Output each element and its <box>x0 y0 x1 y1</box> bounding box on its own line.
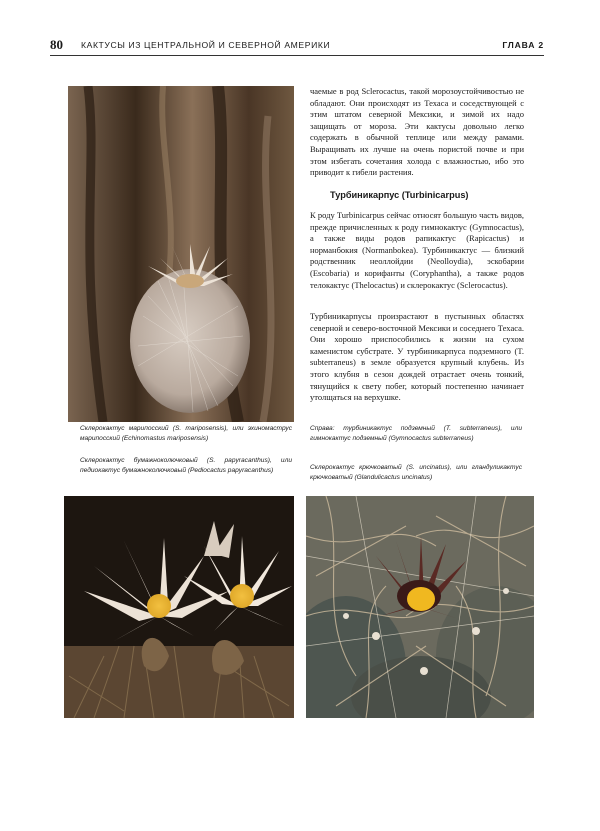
page-header <box>50 36 544 54</box>
caption-mariposensis: Склерокактус марипосский (S. mariposensis), или эхиномаструс марипосский (Echinomastus mariposensis) <box>80 425 292 442</box>
uncinatus-flower-photo <box>306 496 534 718</box>
caption-papyracanthus: Склерокактус бумажноколючковый (S. papyracanthus), или педиокактус бумажноколючковый (Pediocactus papyracanthus) <box>80 457 292 474</box>
running-title: КАКТУСЫ ИЗ ЦЕНТРАЛЬНОЙ И СЕВЕРНОЙ АМЕРИКИ <box>81 40 331 50</box>
page-number: 80 <box>50 37 63 52</box>
section-heading: Турбиникарпус (Turbinicarpus) <box>330 190 469 200</box>
caption-uncinatus: Склерокактус крючковатый (S. uncinatus), или гландуликактус крючковатый (Glandulicactus uncinatus) <box>310 464 522 481</box>
body-paragraph-3: Турбиникарпусы произрастают в пустынных областях северной и северо-восточной Мексики и соседнего Техаса. Они хорошо приспособились к жизни на сухом каменистом субстрате. У турбиникарпуса подземного (T. subterraneus) в земле образуется крупный клубень. Из этого клубня в сезон дождей отрастает очень тонкий, тянущийся к свету побег, который постепенно начинает утолщаться на верхушке. <box>310 311 524 403</box>
mariposensis-cactus-photo <box>68 86 294 422</box>
chapter-label: ГЛАВА 2 <box>502 40 544 50</box>
papyracanthus-flowers-photo <box>64 496 294 718</box>
caption-subterraneus: Справа: турбиникактус подземный (T. subterraneus), или гимнокактус подземный (Gymnocactus subterraneus) <box>310 425 522 442</box>
body-paragraph-2: К роду Turbinicarpus сейчас относят большую часть видов, прежде причисленных к роду гимнокактус (Gymnocactus), а также виды родов рапикактус (Rapicactus) и норманбокия (Normanbokea). Турбиникактус — близкий родственник неоллойдии (Neolloydia), эскобарии (Escobaria) и корифанты (Coryphantha), а также родов телокактус (Thelocactus) и склерокактус (Sclerocactus). <box>310 210 524 290</box>
body-paragraph-1: чаемые в род Sclerocactus, такой морозоустойчивостью не обладают. Они происходят из Техаса и соседствующей с этим штатом северной Мексики, и зимой их надо защищать от мороза. Эти кактусы довольно легко содержать в обычной теплице или между рамами. Выращивать их лучше на очень пористой почве и при этом избегать сочетания холода с влажностью, ибо это приводит к гибели растения. <box>310 86 524 178</box>
header-rule <box>50 55 544 56</box>
